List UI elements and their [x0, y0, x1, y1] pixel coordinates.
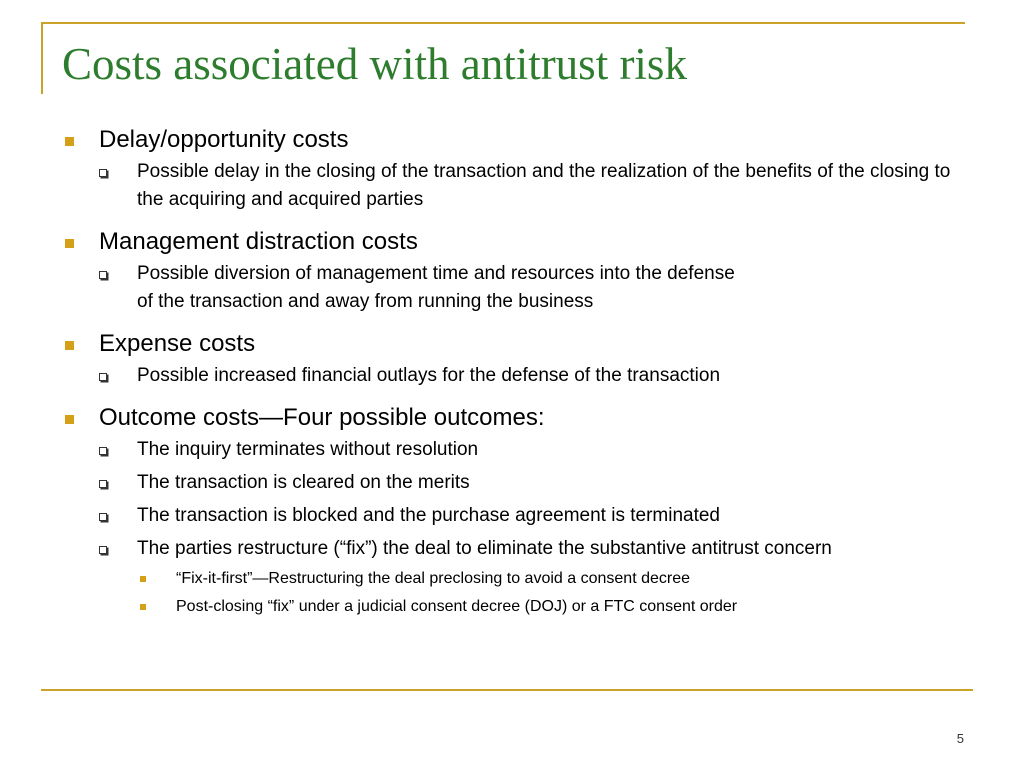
sub-bullet-text: The parties restructure (“fix”) the deal to eliminate the substantive antitrust concern	[137, 538, 832, 559]
footer-rule	[41, 689, 973, 691]
slide-body	[62, 122, 962, 621]
sub-bullet	[62, 535, 917, 563]
sub-bullet-text: of the transaction and away from running the business	[137, 291, 594, 312]
square-bullet-icon	[65, 415, 74, 424]
sub-bullet-text: Possible increased financial outlays for the defense of the transaction	[137, 365, 721, 386]
square-bullet-icon	[140, 604, 146, 610]
sub-sub-bullet	[62, 565, 962, 593]
sub-bullet	[62, 362, 962, 390]
hollow-square-bullet-icon	[99, 271, 107, 279]
square-bullet-icon	[65, 341, 74, 350]
sub-bullet	[62, 502, 962, 530]
page-number: 5	[956, 731, 964, 746]
square-bullet-icon	[140, 576, 146, 582]
title-frame-top-rule	[41, 22, 965, 24]
bullet-label: Management distraction costs	[99, 228, 418, 255]
hollow-square-bullet-icon	[99, 373, 107, 381]
sub-bullet-continuation	[62, 288, 962, 316]
sub-bullet-text: The transaction is cleared on the merits	[137, 472, 470, 493]
bullet-expense-costs	[62, 326, 962, 362]
square-bullet-icon	[65, 239, 74, 248]
sub-bullet	[62, 469, 962, 497]
bullet-outcome-costs	[62, 400, 962, 436]
bullet-label: Outcome costs—Four possible outcomes:	[99, 404, 545, 431]
bullet-label: Expense costs	[99, 330, 256, 357]
sub-bullet	[62, 260, 962, 288]
slide-title: Costs associated with antitrust risk	[62, 39, 687, 89]
sub-bullet-text: The inquiry terminates without resolution	[137, 439, 479, 460]
hollow-square-bullet-icon	[99, 169, 107, 177]
hollow-square-bullet-icon	[99, 480, 107, 488]
sub-sub-bullet-text: Post-closing “fix” under a judicial consent decree (DOJ) or a FTC consent order	[176, 598, 738, 615]
sub-bullet-text: Possible diversion of management time and resources into the defense	[137, 263, 735, 284]
title-frame-vertical-rule	[41, 22, 43, 94]
sub-sub-bullet	[62, 593, 962, 621]
hollow-square-bullet-icon	[99, 546, 107, 554]
bullet-label: Delay/opportunity costs	[99, 126, 349, 153]
bullet-delay-costs	[62, 122, 962, 158]
sub-bullet	[62, 158, 957, 214]
square-bullet-icon	[65, 137, 74, 146]
hollow-square-bullet-icon	[99, 513, 107, 521]
hollow-square-bullet-icon	[99, 447, 107, 455]
bullet-management-distraction-costs	[62, 224, 962, 260]
sub-bullet	[62, 436, 962, 464]
sub-bullet-text: The transaction is blocked and the purchase agreement is terminated	[137, 505, 720, 526]
sub-bullet-text: Possible delay in the closing of the transaction and the realization of the benefits of the closing to the acquiring and acquired parties	[137, 161, 951, 210]
sub-sub-bullet-text: “Fix-it-first”—Restructuring the deal preclosing to avoid a consent decree	[176, 570, 690, 587]
